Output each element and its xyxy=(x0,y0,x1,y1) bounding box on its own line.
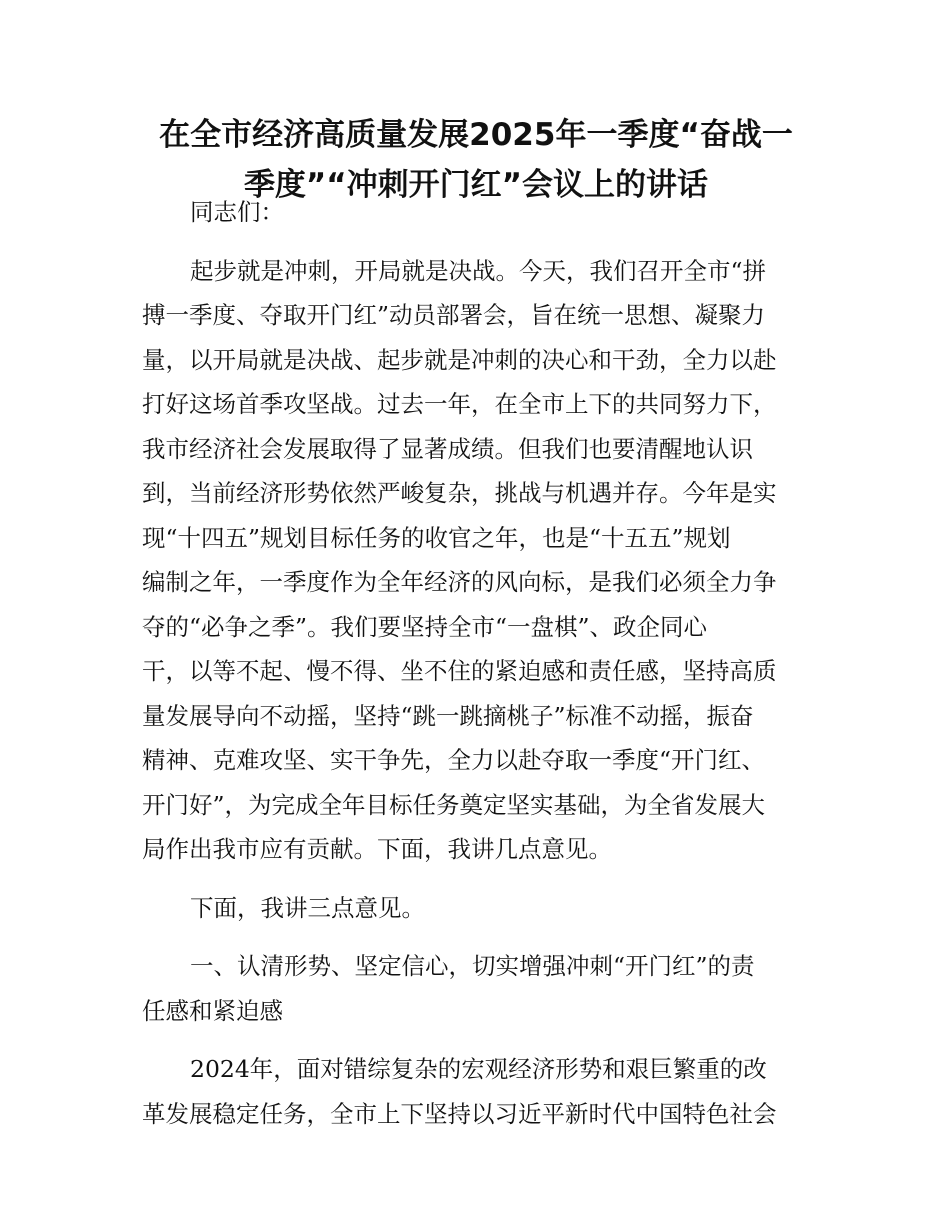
paragraph-1-line: 精神、克难攻坚、实干争先，全力以赴夺取一季度“开门红、 xyxy=(142,746,766,774)
title-line-1: 在全市经济高质量发展2025年一季度“奋战一 xyxy=(159,117,793,153)
paragraph-2 xyxy=(142,886,810,931)
paragraph-1-line: 到，当前经济形势依然严峻复杂，挑战与机遇并存。今年是实 xyxy=(142,479,777,507)
paragraph-1-line: 干，以等不起、慢不得、坐不住的紧迫感和责任感，坚持高质 xyxy=(142,657,777,685)
paragraph-1 xyxy=(142,249,810,872)
paragraph-1-line: 量，以开局就是决战、起步就是冲刺的决心和干劲，全力以赴 xyxy=(142,345,777,374)
paragraph-1-line: 起步就是冲刺，开局就是决战。今天，我们召开全市“拼 xyxy=(190,256,767,285)
paragraph-1-line: 我市经济社会发展取得了显著成绩。但我们也要清醒地认识 xyxy=(142,434,753,463)
salutation xyxy=(142,190,810,235)
paragraph-1-line: 搏一季度、夺取开门红”动员部署会，旨在统一思想、凝聚力 xyxy=(142,301,766,329)
salutation-text: 同志们： xyxy=(190,198,284,226)
paragraph-3-line: 革发展稳定任务，全市上下坚持以习近平新时代中国特色社会 xyxy=(142,1099,777,1128)
document-body xyxy=(142,190,810,1136)
paragraph-3 xyxy=(142,1047,810,1136)
section-heading-1-line: 任感和紧迫感 xyxy=(142,996,283,1025)
paragraph-1-line: 编制之年，一季度作为全年经济的风向标，是我们必须全力争 xyxy=(142,568,777,596)
paragraph-1-line: 夺的“必争之季”。我们要坚持全市“一盘棋”、政企同心 xyxy=(142,612,708,641)
paragraph-2-text: 下面，我讲三点意见。 xyxy=(190,893,425,922)
paragraph-3-line: 2024年，面对错综复杂的宏观经济形势和艰巨繁重的改 xyxy=(190,1055,767,1083)
paragraph-1-line: 局作出我市应有贡献。下面，我讲几点意见。 xyxy=(142,835,612,863)
section-heading-1 xyxy=(142,944,810,1033)
title-line-2: 季度”“冲刺开门红”会议上的讲话 xyxy=(243,167,709,203)
paragraph-1-line: 开门好”，为完成全年目标任务奠定坚实基础，为全省发展大 xyxy=(142,790,766,819)
paragraph-1-line: 量发展导向不动摇，坚持“跳一跳摘桃子”标准不动摇，振奋 xyxy=(142,701,754,730)
paragraph-1-line: 打好这场首季攻坚战。过去一年，在全市上下的共同努力下， xyxy=(142,390,777,418)
paragraph-1-line: 现“十四五”规划目标任务的收官之年，也是“十五五”规划 xyxy=(142,523,731,552)
section-heading-1-line: 一、认清形势、坚定信心，切实增强冲刺“开门红”的责 xyxy=(190,952,755,980)
